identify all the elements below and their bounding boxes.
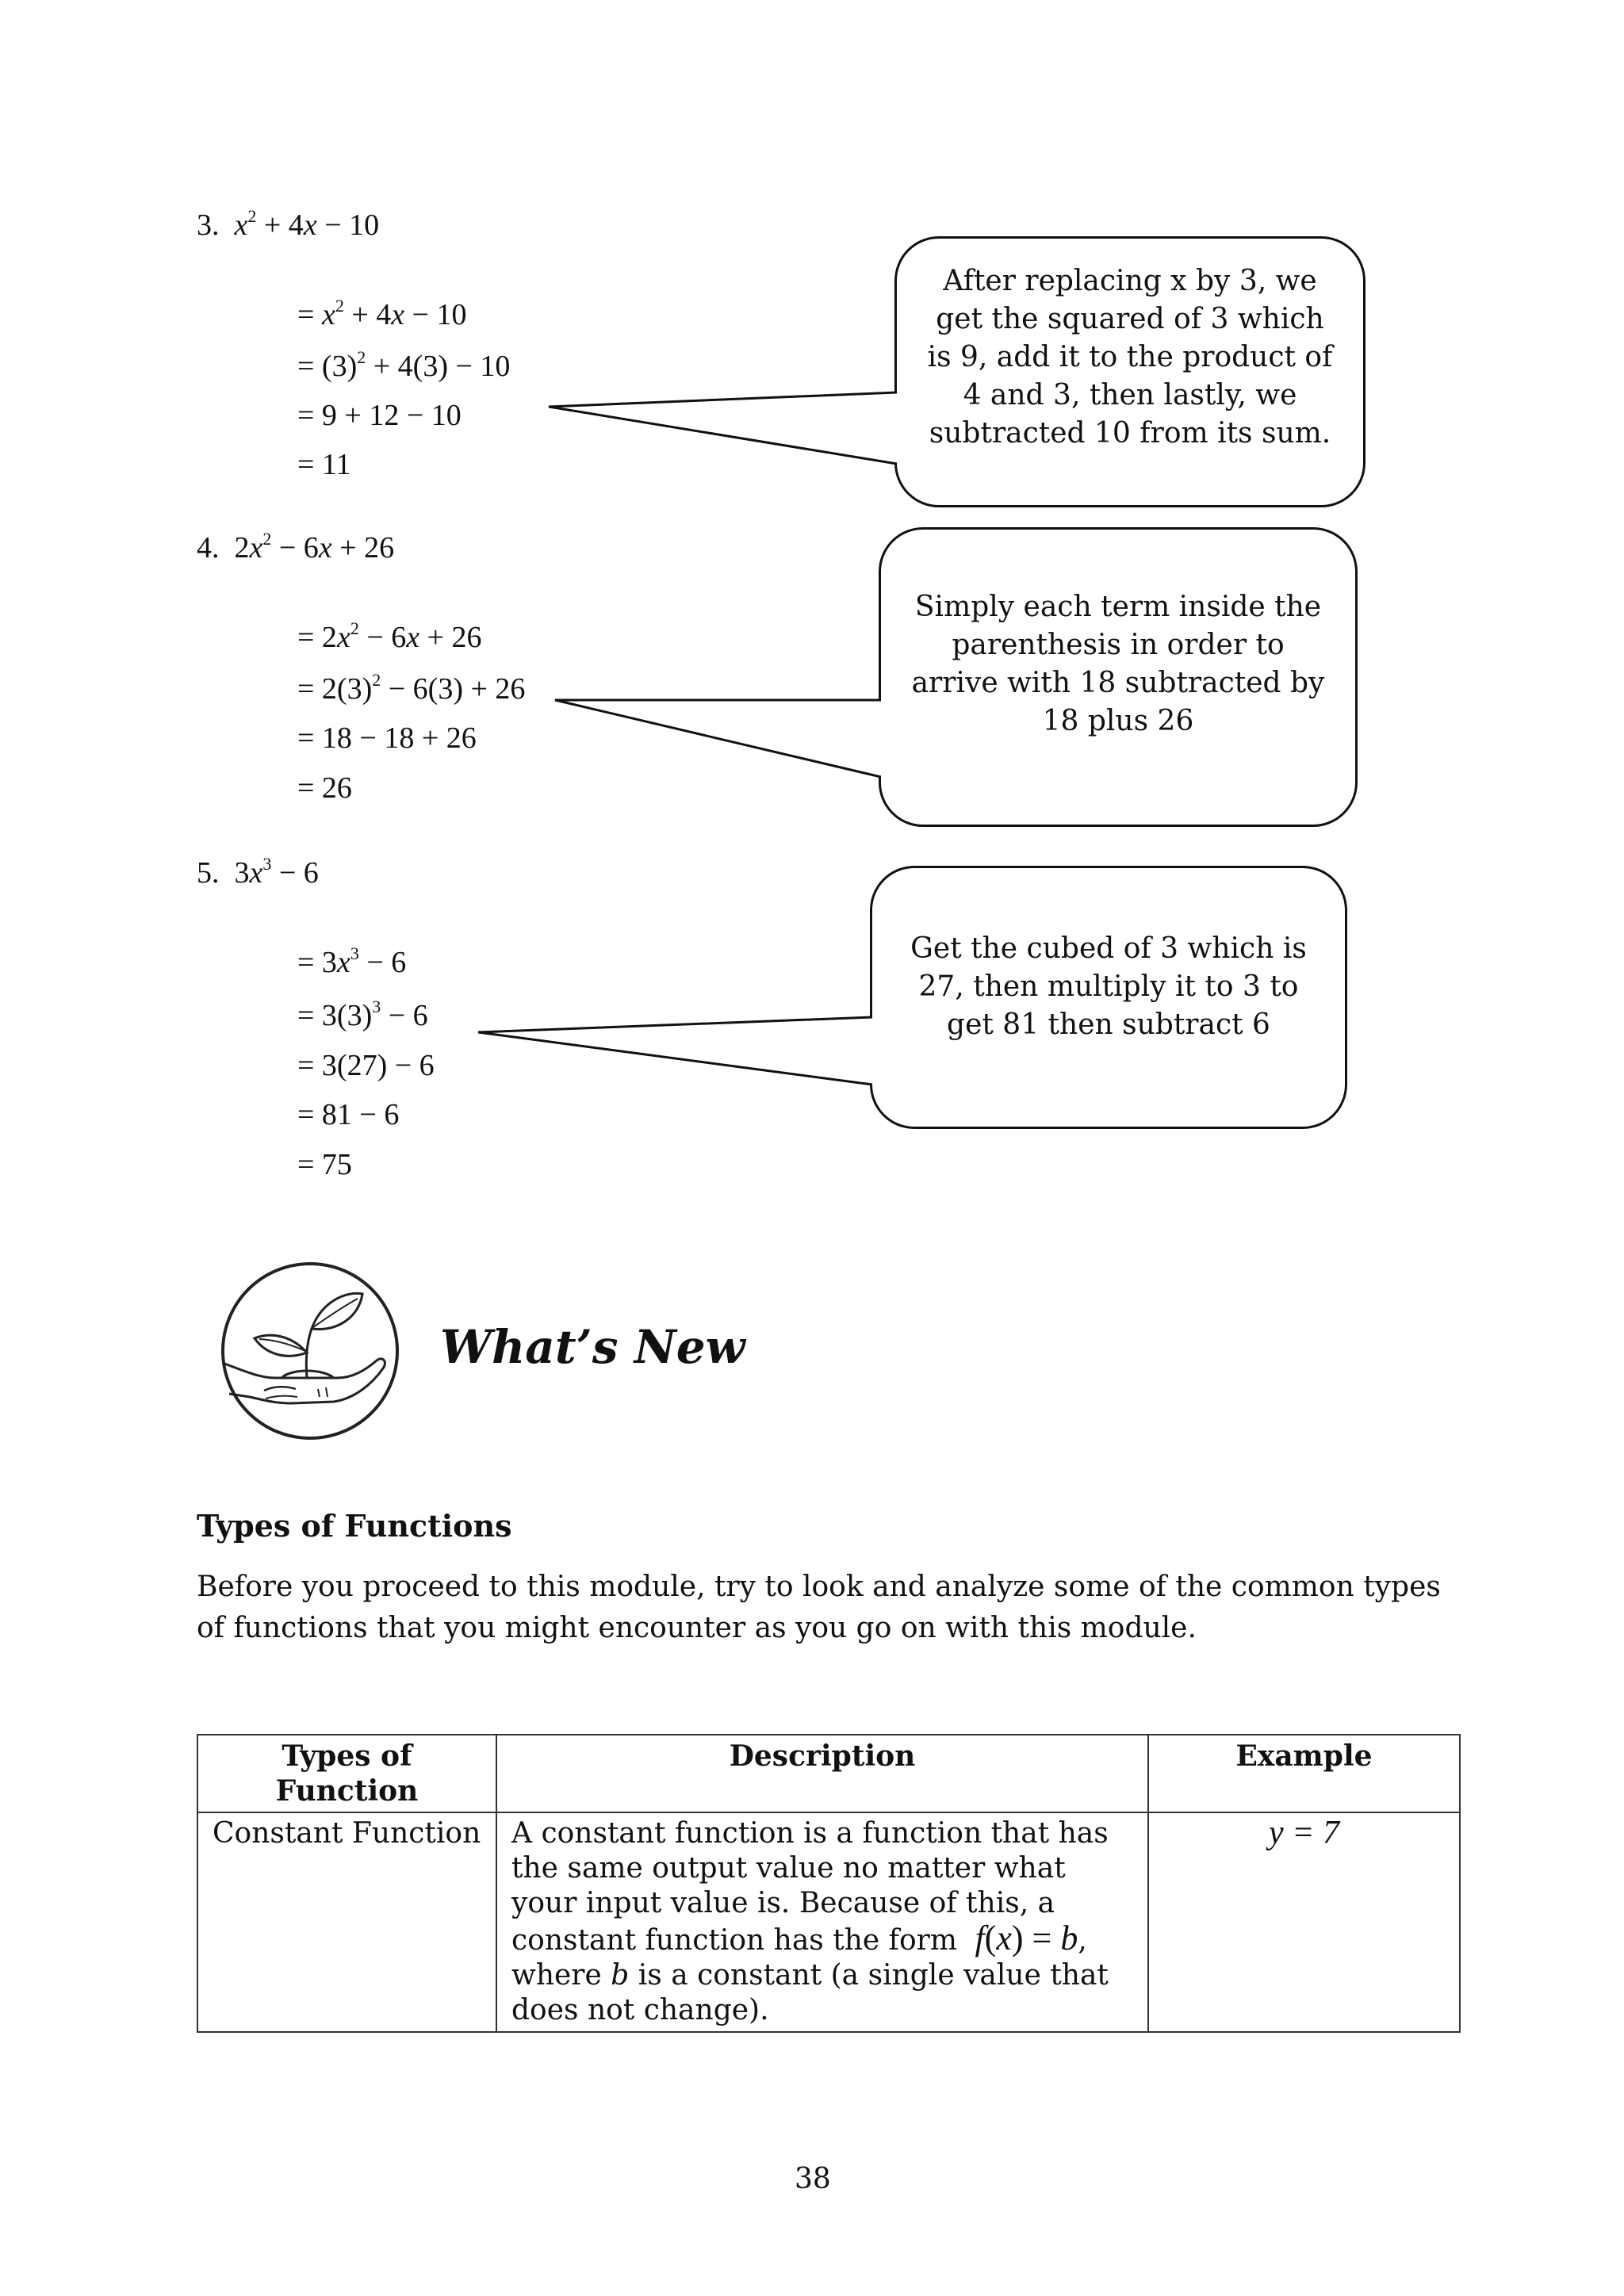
types-of-functions-title: Types of Functions	[197, 1508, 512, 1544]
problem-5-statement: 5. $3x^3 - 6$	[197, 854, 319, 890]
section-heading: What’s New	[440, 1320, 745, 1374]
problem-4-explanation-text: Simply each term inside the parenthesis in order to arrive with 18 subtracted by 18 plus 26	[911, 591, 1325, 737]
problem-4-statement: 4. $2x^2 - 6x + 26$	[197, 529, 395, 564]
types-of-functions-table	[197, 1734, 1461, 2033]
cell-example	[1148, 1812, 1460, 2032]
header-types-of-function: Types of Function	[197, 1735, 496, 1812]
problem-5-step-1: = $3x^3 - 6$	[297, 943, 407, 979]
table-header-row	[197, 1735, 1460, 1812]
table-row	[197, 1812, 1460, 2032]
page-number: 38	[795, 2163, 831, 2195]
cell-type: Constant Function	[197, 1812, 496, 2032]
problem-number: 3.	[197, 209, 220, 242]
problem-number: 5.	[197, 856, 220, 890]
plant-in-hand-icon	[218, 1259, 402, 1443]
problem-3-explanation-text: After replacing x by 3, we get the squared of 3 which is 9, add it to the product of 4 and 3, then lastly, we subtracted 10 from its sum.	[927, 265, 1333, 450]
cell-description: A constant function is a function that has the same output value no matter what your input value is. Because of this, a constant function has the form f(x) = b, where b is a constant (a single value that does not change).	[496, 1812, 1148, 2032]
example-formula: y = 7	[1269, 1815, 1339, 1851]
problem-5-step-3: = 3(27) − 6	[297, 1049, 435, 1082]
problem-5-step-5: = 75	[297, 1148, 352, 1181]
problem-4-step-4: = 26	[297, 771, 352, 805]
header-description: Description	[496, 1735, 1148, 1812]
header-example: Example	[1148, 1735, 1460, 1812]
problem-5-step-2: = $3(3)^3 - 6$	[297, 997, 428, 1032]
problem-4-step-1: = $2x^2 - 6x + 26$	[297, 618, 482, 654]
problem-4-explanation-bubble	[879, 527, 1358, 827]
problem-3-step-1: = $x^2 + 4x - 10$	[297, 296, 467, 331]
problem-number: 4.	[197, 531, 220, 564]
problem-3-explanation-bubble	[894, 236, 1365, 507]
problem-4-step-2: = $2(3)^2 - 6(3) + 26$	[297, 670, 526, 706]
problem-5-step-4: = 81 − 6	[297, 1098, 400, 1131]
intro-paragraph: Before you proceed to this module, try to look and analyze some of the common types of functions that you might encounter as you go on with this module.	[197, 1571, 1441, 1644]
problem-4-step-3: = 18 − 18 + 26	[297, 721, 477, 755]
description-text: A constant function is a function that has the same output value no matter what your input value is. Because of this, a constant function has the form	[511, 1817, 1109, 1957]
problem-3-statement: 3. $x^2 + 4x - 10$	[197, 206, 380, 242]
problem-3-step-2: = $(3)^2 + 4(3) - 10$	[297, 347, 511, 383]
problem-5-explanation-bubble	[870, 866, 1347, 1129]
problem-3-step-4: = 11	[297, 448, 351, 481]
problem-5-explanation-text: Get the cubed of 3 which is 27, then multiply it to 3 to get 81 then subtract 6	[910, 932, 1307, 1041]
problem-3-step-3: = 9 + 12 − 10	[297, 399, 462, 432]
